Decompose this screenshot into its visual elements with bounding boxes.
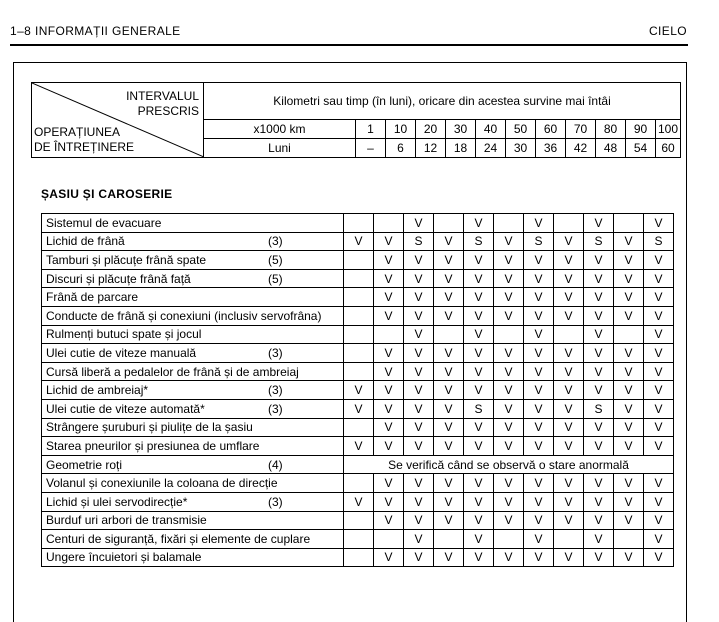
interval-mark-cell: V [494, 492, 524, 511]
interval-mark-cell: V [524, 418, 554, 437]
interval-label: INTERVALUL PRESCRIS [126, 89, 199, 118]
interval-mark-cell: V [584, 306, 614, 325]
operation-row [42, 306, 674, 325]
interval-mark-cell: V [374, 288, 404, 307]
km-value-cell: 80 [596, 120, 626, 139]
km-value-cell: 90 [626, 120, 656, 139]
interval-mark-cell: V [644, 251, 674, 270]
interval-mark-cell: V [554, 344, 584, 363]
operation-note: (5) [268, 252, 283, 267]
interval-mark-cell: V [644, 548, 674, 567]
interval-mark-cell: V [404, 214, 434, 233]
interval-mark-cell: V [374, 418, 404, 437]
interval-mark-cell: V [464, 214, 494, 233]
interval-mark-cell [614, 214, 644, 233]
interval-mark-cell: V [644, 511, 674, 530]
interval-mark-cell: S [644, 232, 674, 251]
interval-mark-cell: V [494, 306, 524, 325]
operation-row [42, 530, 674, 549]
operation-name: Geometrie roți [46, 457, 123, 472]
interval-mark-cell: V [524, 399, 554, 418]
interval-mark-cell: V [404, 399, 434, 418]
month-value-cell: 54 [626, 139, 656, 158]
operation-name: Sistemul de evacuare [46, 215, 162, 230]
month-value-cell: 42 [566, 139, 596, 158]
interval-mark-cell: V [374, 381, 404, 400]
interval-mark-cell: V [524, 288, 554, 307]
interval-mark-cell: V [464, 288, 494, 307]
interval-mark-cell: V [434, 362, 464, 381]
interval-mark-cell: V [434, 418, 464, 437]
month-value-cell: 6 [386, 139, 416, 158]
interval-mark-cell: V [614, 344, 644, 363]
operation-row [42, 269, 674, 288]
operation-name-cell [42, 251, 344, 270]
interval-mark-cell: V [644, 492, 674, 511]
interval-corner-cell [32, 83, 204, 158]
operation-name: Conducte de frână și conexiuni (inclusiv servofrâna) [46, 308, 322, 323]
interval-mark-cell: V [494, 418, 524, 437]
interval-mark-cell: V [434, 492, 464, 511]
interval-mark-cell: V [644, 530, 674, 549]
operation-name-cell [42, 232, 344, 251]
interval-mark-cell: V [524, 306, 554, 325]
interval-mark-cell: V [524, 269, 554, 288]
interval-mark-cell: V [494, 269, 524, 288]
interval-mark-cell: S [584, 232, 614, 251]
interval-mark-cell: V [404, 325, 434, 344]
interval-mark-cell: V [404, 492, 434, 511]
month-value-cell: 36 [536, 139, 566, 158]
interval-mark-cell [554, 325, 584, 344]
interval-mark-cell: V [404, 344, 434, 363]
interval-mark-cell: V [344, 381, 374, 400]
interval-mark-cell: V [374, 251, 404, 270]
interval-mark-cell: V [524, 474, 554, 493]
operation-name: Lichid de ambreiaj* [46, 383, 149, 398]
interval-mark-cell: V [614, 381, 644, 400]
interval-mark-cell: V [374, 344, 404, 363]
interval-mark-cell: V [464, 511, 494, 530]
interval-mark-cell: V [344, 492, 374, 511]
interval-mark-cell: V [494, 399, 524, 418]
interval-mark-cell: V [464, 437, 494, 456]
operation-note: (3) [268, 383, 283, 398]
operation-label: OPERAȚIUNEA DE ÎNTREȚINERE [34, 125, 135, 154]
interval-mark-cell: V [374, 548, 404, 567]
interval-mark-cell: V [434, 269, 464, 288]
page-reference: 1–8 INFORMAȚII GENERALE [10, 24, 181, 38]
interval-mark-cell: V [614, 362, 644, 381]
interval-mark-cell [344, 474, 374, 493]
interval-mark-cell: V [644, 437, 674, 456]
interval-mark-cell [434, 214, 464, 233]
interval-mark-cell: V [614, 511, 644, 530]
operation-row [42, 474, 674, 493]
interval-mark-cell [344, 344, 374, 363]
interval-mark-cell: V [614, 548, 644, 567]
operation-name: Ulei cutie de viteze manuală [46, 345, 197, 360]
interval-mark-cell: V [464, 251, 494, 270]
operation-name-cell [42, 492, 344, 511]
operation-note: (3) [268, 494, 283, 509]
interval-mark-cell [374, 325, 404, 344]
interval-mark-cell: V [584, 437, 614, 456]
interval-mark-cell: V [434, 474, 464, 493]
interval-mark-cell: V [494, 381, 524, 400]
operation-name-cell [42, 362, 344, 381]
interval-mark-cell: V [404, 362, 434, 381]
interval-mark-cell [344, 362, 374, 381]
interval-mark-cell: V [644, 474, 674, 493]
month-value-cell: 24 [476, 139, 506, 158]
interval-mark-cell: V [584, 325, 614, 344]
interval-mark-cell: V [374, 492, 404, 511]
km-value-cell: 10 [386, 120, 416, 139]
interval-mark-cell [344, 288, 374, 307]
km-value-cell: 50 [506, 120, 536, 139]
page-header [10, 24, 687, 40]
operation-name: Frână de parcare [46, 290, 139, 305]
month-value-cell: 48 [596, 139, 626, 158]
operation-name-cell [42, 511, 344, 530]
interval-mark-cell: V [374, 399, 404, 418]
interval-mark-cell: V [554, 492, 584, 511]
operation-name-cell [42, 325, 344, 344]
operation-name-cell [42, 399, 344, 418]
interval-mark-cell: V [344, 437, 374, 456]
interval-mark-cell: V [404, 251, 434, 270]
interval-mark-cell [614, 530, 644, 549]
interval-mark-cell [554, 214, 584, 233]
interval-mark-cell: V [464, 362, 494, 381]
interval-mark-cell: V [524, 492, 554, 511]
operation-note: (3) [268, 234, 283, 249]
vehicle-model: CIELO [648, 24, 687, 38]
interval-mark-cell [344, 325, 374, 344]
interval-mark-cell: V [584, 269, 614, 288]
interval-mark-cell: V [524, 251, 554, 270]
interval-mark-cell [344, 269, 374, 288]
operation-row [42, 325, 674, 344]
interval-mark-cell: V [584, 251, 614, 270]
interval-mark-cell: S [464, 232, 494, 251]
interval-mark-cell: V [494, 344, 524, 363]
interval-mark-cell: V [584, 214, 614, 233]
km-value-cell: 40 [476, 120, 506, 139]
interval-mark-cell: V [554, 269, 584, 288]
operation-name: Rulmenți butuci spate și jocul [46, 327, 202, 342]
interval-mark-cell: V [434, 306, 464, 325]
interval-mark-cell [434, 530, 464, 549]
operation-name-cell [42, 288, 344, 307]
interval-mark-cell [494, 325, 524, 344]
interval-mark-cell: V [434, 251, 464, 270]
interval-mark-cell: V [644, 269, 674, 288]
interval-mark-cell: V [464, 548, 494, 567]
interval-mark-cell: V [644, 362, 674, 381]
interval-mark-cell: V [584, 362, 614, 381]
interval-mark-cell: V [434, 232, 464, 251]
operation-name: Lichid de frână [46, 234, 125, 249]
interval-mark-cell: V [464, 418, 494, 437]
operation-row [42, 381, 674, 400]
interval-mark-cell: V [494, 362, 524, 381]
interval-mark-cell: V [584, 418, 614, 437]
interval-mark-cell: V [554, 362, 584, 381]
interval-mark-cell [494, 214, 524, 233]
interval-mark-cell: V [464, 381, 494, 400]
interval-mark-cell: V [464, 306, 494, 325]
operation-name-cell [42, 269, 344, 288]
interval-mark-cell [614, 325, 644, 344]
interval-mark-cell: V [404, 381, 434, 400]
interval-mark-cell: V [494, 288, 524, 307]
interval-mark-cell: V [614, 399, 644, 418]
interval-mark-cell: V [644, 418, 674, 437]
interval-mark-cell: V [614, 251, 644, 270]
interval-mark-cell: V [554, 251, 584, 270]
interval-mark-cell: V [464, 492, 494, 511]
interval-mark-cell: V [374, 474, 404, 493]
interval-mark-cell: V [374, 306, 404, 325]
km-value-cell: 60 [536, 120, 566, 139]
interval-mark-cell: V [404, 437, 434, 456]
operation-row [42, 362, 674, 381]
interval-mark-cell: S [584, 399, 614, 418]
merged-interval-note: Se verifică când se observă o stare anormală [344, 455, 674, 474]
interval-mark-cell: V [554, 232, 584, 251]
operation-name: Tamburi și plăcuțe frână spate [46, 252, 207, 267]
interval-mark-cell: V [374, 269, 404, 288]
operation-row [42, 399, 674, 418]
interval-mark-cell [434, 325, 464, 344]
operation-name-cell [42, 418, 344, 437]
operation-row [42, 214, 674, 233]
month-value-cell: 30 [506, 139, 536, 158]
interval-mark-cell: V [524, 548, 554, 567]
interval-mark-cell: V [644, 381, 674, 400]
interval-mark-cell [494, 530, 524, 549]
operation-name-cell [42, 344, 344, 363]
interval-mark-cell: V [524, 381, 554, 400]
interval-mark-cell: V [434, 288, 464, 307]
operation-name-cell [42, 214, 344, 233]
interval-mark-cell: V [434, 399, 464, 418]
interval-mark-cell: V [554, 306, 584, 325]
operation-name: Centuri de siguranță, fixări și elemente de cuplare [46, 531, 311, 546]
interval-mark-cell: V [464, 530, 494, 549]
interval-mark-cell [344, 214, 374, 233]
interval-mark-cell: V [524, 437, 554, 456]
interval-mark-cell: V [614, 437, 644, 456]
interval-mark-cell: V [584, 344, 614, 363]
operation-name-cell [42, 306, 344, 325]
operation-name-cell [42, 530, 344, 549]
interval-mark-cell: V [464, 474, 494, 493]
month-value-cell: – [356, 139, 386, 158]
interval-mark-cell: V [374, 232, 404, 251]
interval-mark-cell: V [614, 492, 644, 511]
interval-mark-cell: V [614, 306, 644, 325]
interval-mark-cell: V [404, 511, 434, 530]
interval-mark-cell: V [494, 474, 524, 493]
interval-mark-cell: V [374, 511, 404, 530]
interval-mark-cell: V [374, 362, 404, 381]
section-title: ȘASIU ȘI CAROSERIE [41, 187, 173, 201]
header-rule [10, 44, 688, 46]
operation-row [42, 511, 674, 530]
interval-mark-cell: V [554, 474, 584, 493]
operation-row [42, 232, 674, 251]
interval-mark-cell [344, 306, 374, 325]
interval-mark-cell: V [404, 288, 434, 307]
interval-mark-cell [344, 511, 374, 530]
interval-table [31, 82, 681, 158]
month-value-cell: 12 [416, 139, 446, 158]
interval-mark-cell: V [584, 474, 614, 493]
interval-mark-cell [344, 548, 374, 567]
interval-mark-cell: V [584, 511, 614, 530]
interval-mark-cell: V [494, 232, 524, 251]
interval-mark-cell: V [434, 344, 464, 363]
interval-mark-cell: V [464, 344, 494, 363]
operation-name: Discuri și plăcuțe frână față [46, 271, 191, 286]
operation-name: Cursă liberă a pedalelor de frână și de ambreiaj [46, 364, 299, 379]
interval-mark-cell [344, 418, 374, 437]
km-label: x1000 km [204, 120, 356, 139]
interval-mark-cell: V [614, 474, 644, 493]
interval-mark-cell: S [524, 232, 554, 251]
interval-mark-cell: V [434, 381, 464, 400]
interval-mark-cell: V [584, 288, 614, 307]
interval-mark-cell: V [554, 381, 584, 400]
interval-mark-cell [344, 530, 374, 549]
interval-mark-cell: S [404, 232, 434, 251]
interval-mark-cell: V [494, 511, 524, 530]
interval-mark-cell [374, 530, 404, 549]
interval-mark-cell: V [404, 418, 434, 437]
interval-mark-cell: V [524, 511, 554, 530]
operation-row [42, 251, 674, 270]
operation-name: Starea pneurilor și presiunea de umflare [46, 438, 260, 453]
interval-mark-cell: V [614, 269, 644, 288]
operation-row [42, 288, 674, 307]
operation-note: (3) [268, 401, 283, 416]
interval-mark-cell: V [524, 344, 554, 363]
interval-mark-cell: S [464, 399, 494, 418]
interval-mark-cell: V [524, 530, 554, 549]
operation-name-cell [42, 381, 344, 400]
interval-span-heading: Kilometri sau timp (în luni), oricare din acestea survine mai întâi [204, 83, 681, 120]
interval-mark-cell: V [374, 437, 404, 456]
km-value-cell: 100 [656, 120, 681, 139]
interval-mark-cell [374, 214, 404, 233]
interval-mark-cell: V [494, 437, 524, 456]
interval-mark-cell: V [554, 418, 584, 437]
km-value-cell: 1 [356, 120, 386, 139]
interval-mark-cell [554, 530, 584, 549]
operation-name: Burduf uri arbori de transmisie [46, 513, 207, 528]
operations-table [41, 213, 674, 567]
interval-mark-cell: V [644, 306, 674, 325]
km-value-cell: 20 [416, 120, 446, 139]
operation-row [42, 344, 674, 363]
interval-mark-cell: V [554, 511, 584, 530]
interval-mark-cell: V [614, 232, 644, 251]
interval-mark-cell: V [494, 251, 524, 270]
operation-name-cell [42, 548, 344, 567]
interval-mark-cell: V [404, 474, 434, 493]
operation-name: Volanul și conexiunile la coloana de direcție [46, 476, 278, 491]
km-value-cell: 70 [566, 120, 596, 139]
interval-mark-cell: V [584, 530, 614, 549]
interval-mark-cell: V [524, 325, 554, 344]
interval-mark-cell: V [554, 437, 584, 456]
operation-name-cell [42, 437, 344, 456]
operation-name-cell [42, 455, 344, 474]
interval-mark-cell: V [554, 399, 584, 418]
operation-row [42, 437, 674, 456]
operation-name: Ulei cutie de viteze automată* [46, 401, 205, 416]
operation-note: (3) [268, 345, 283, 360]
interval-mark-cell: V [614, 288, 644, 307]
interval-mark-cell: V [404, 530, 434, 549]
operation-name: Strângere șuruburi și piulițe de la șasiu [46, 420, 253, 435]
km-value-cell: 30 [446, 120, 476, 139]
interval-mark-cell: V [644, 214, 674, 233]
interval-mark-cell: V [644, 325, 674, 344]
interval-mark-cell: V [524, 362, 554, 381]
interval-mark-cell: V [584, 381, 614, 400]
interval-mark-cell: V [464, 325, 494, 344]
operation-row [42, 455, 674, 474]
interval-mark-cell: V [404, 548, 434, 567]
operation-row [42, 492, 674, 511]
interval-mark-cell: V [644, 288, 674, 307]
interval-mark-cell: V [644, 344, 674, 363]
interval-mark-cell: V [344, 399, 374, 418]
month-value-cell: 60 [656, 139, 681, 158]
interval-mark-cell: V [494, 548, 524, 567]
operation-name-cell [42, 474, 344, 493]
month-value-cell: 18 [446, 139, 476, 158]
interval-mark-cell [344, 251, 374, 270]
interval-mark-cell: V [584, 548, 614, 567]
interval-mark-cell: V [434, 437, 464, 456]
operation-row [42, 418, 674, 437]
interval-mark-cell: V [434, 511, 464, 530]
operation-name: Lichid și ulei servodirecție* [46, 494, 188, 509]
interval-mark-cell: V [584, 492, 614, 511]
interval-mark-cell: V [434, 548, 464, 567]
interval-mark-cell: V [614, 418, 644, 437]
operation-note: (5) [268, 271, 283, 286]
interval-mark-cell: V [464, 269, 494, 288]
interval-mark-cell: V [554, 548, 584, 567]
operation-note: (4) [268, 457, 283, 472]
operation-name: Ungere încuietori și balamale [46, 550, 202, 565]
interval-mark-cell: V [554, 288, 584, 307]
interval-mark-cell: V [404, 269, 434, 288]
interval-mark-cell: V [524, 214, 554, 233]
interval-mark-cell: V [404, 306, 434, 325]
operation-row [42, 548, 674, 567]
interval-mark-cell: V [344, 232, 374, 251]
months-label: Luni [204, 139, 356, 158]
interval-mark-cell: V [644, 399, 674, 418]
